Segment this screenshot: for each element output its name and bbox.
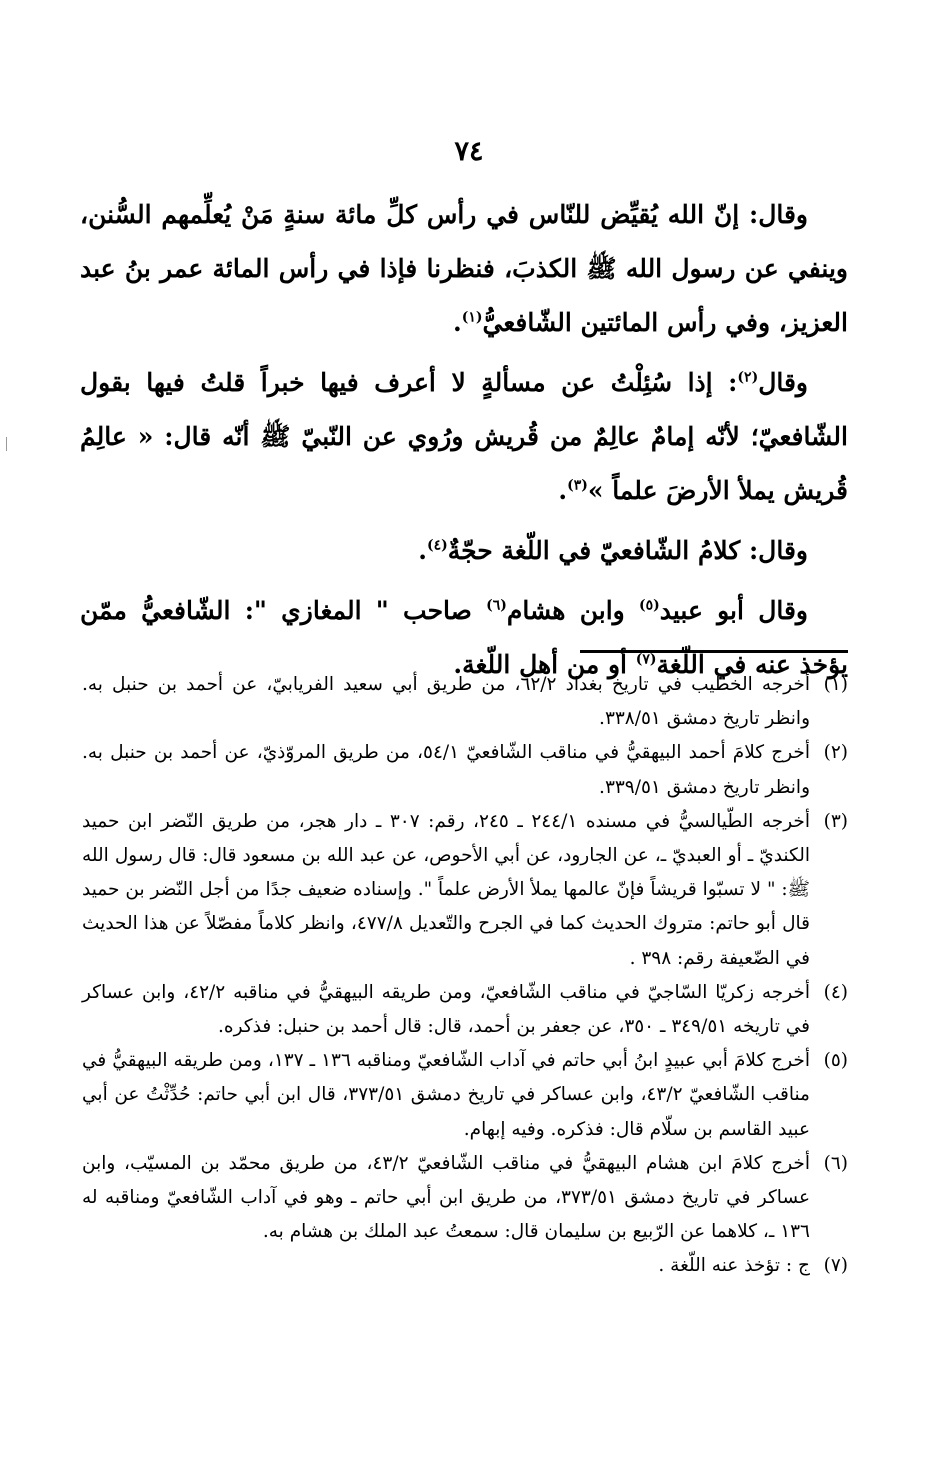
paragraph-1-text: وقال: إنّ الله يُقيِّض للنّاس في رأس كلِّ مائة سنةٍ مَنْ يُعلِّمهم السُّنن، وينفي عن رسول الله ﷺ الكذبَ، فنظرنا فإذا في رأس المائة عمر بنُ عبد العزيز، وفي رأس المائتين الشّافعيُّ: [80, 200, 848, 337]
paragraph-2: [80, 356, 848, 518]
footnote-number: (٧): [823, 1255, 848, 1277]
footnote-text: أخرجه الخطيب في تاريخ بغداد ٦٢/٢، من طريق أبي سعيد الفريابيّ، عن أحمد بن حنبل به. وانظر تاريخ دمشق ٣٣٨/٥١.: [82, 674, 810, 730]
footnote-number: (٢): [823, 742, 848, 764]
footnote-3: [82, 805, 848, 976]
footnote-ref-2[interactable]: (٢): [737, 369, 759, 386]
footnote-ref-3[interactable]: (٣): [567, 477, 588, 494]
paragraph-2-text-b: : إذا سُئِلْتُ عن مسألةٍ لا أعرف فيها خبراً قلتُ فيها بقول الشّافعيّ؛ لأنّه إمامٌ عالِمٌ من قُريش ورُوي عن النّبيّ ﷺ أنّه قال: « عالِمُ قُريش يملأ الأرضَ علماً »: [80, 368, 848, 505]
footnote-1: [82, 668, 848, 736]
paragraph-3-text: وقال: كلامُ الشّافعيّ في اللّغة حجّةٌ: [447, 536, 808, 565]
margin-mark: [6, 437, 7, 451]
paragraph-4-text-b: وابن هشام: [506, 596, 639, 625]
footnote-text: أخرج كلامَ أبي عبيدٍ ابنُ أبي حاتم في آداب الشّافعيّ ومناقبه ١٣٦ ـ ١٣٧، ومن طريقه البيهقيُّ في مناقب الشّافعيّ ٤٣/٢، وابن عساكر في تاريخ دمشق ٣٧٣/٥١، قال ابن أبي حاتم: حُدِّثْتُ عن أبي عبيد القاسم بن سلّام قال: فذكره. وفيه إبهام.: [82, 1050, 810, 1140]
footnote-ref-6[interactable]: (٦): [486, 597, 507, 614]
main-text: [80, 188, 848, 698]
paragraph-2-end: .: [558, 476, 568, 505]
footnote-text: ج : تؤخذ عنه اللّغة .: [658, 1255, 810, 1277]
footnote-number: (٣): [823, 810, 848, 832]
footnote-2: [82, 736, 848, 804]
paragraph-4-text-c: صاحب " المغازي ": الشّافعيُّ ممّن يؤخذ عنه في اللّغة: [80, 596, 848, 679]
paragraph-3: [80, 524, 848, 578]
footnote-ref-1[interactable]: (١): [461, 309, 483, 326]
footnote-6: [82, 1147, 848, 1250]
footnote-text: أخرج كلامَ ابن هشام البيهقيُّ في مناقب الشّافعيّ ٤٣/٢، من طريق محمّد بن المسيّب، وابن عساكر في تاريخ دمشق ٣٧٣/٥١، من طريق ابن أبي حاتم ـ وهو في آداب الشّافعيّ ومناقبه له ١٣٦ ـ، كلاهما عن الرّبيع بن سليمان قال: سمعتُ عبد الملك بن هشام به.: [82, 1152, 811, 1243]
footnote-text: أخرجه زكريّا السّاجيّ في مناقب الشّافعيّ، ومن طريقه البيهقيُّ في مناقبه ٤٢/٢، وابن عساكر في تاريخه ٣٤٩/٥١ ـ ٣٥٠، عن جعفر بن أحمد، قال: قال أحمد بن حنبل: فذكره.: [82, 981, 811, 1038]
footnote-number: (٥): [823, 1050, 848, 1072]
footnote-ref-5[interactable]: (٥): [638, 597, 660, 614]
paragraph-4-text-d: أو من أهل اللّغة.: [453, 650, 636, 679]
paragraph-4-text-a: وقال أبو عبيد: [659, 596, 808, 625]
footnote-number: (١): [823, 674, 848, 695]
paragraph-2-text-a: وقال: [758, 368, 808, 397]
page-number: ٧٤: [454, 136, 484, 167]
paragraph-1: [80, 188, 848, 350]
footnotes: [82, 668, 848, 1284]
footnote-5: [82, 1044, 848, 1147]
footnote-divider: [580, 650, 848, 653]
footnote-number: (٤): [823, 981, 848, 1003]
footnote-ref-4[interactable]: (٤): [426, 537, 448, 554]
footnote-4: [82, 976, 848, 1044]
footnote-7: [82, 1249, 848, 1283]
footnote-text: أخرج كلامَ أحمد البيهقيُّ في مناقب الشّافعيّ ٥٤/١، من طريق المروّذيّ، عن أحمد بن حنبل به. وانظر تاريخ دمشق ٣٣٩/٥١.: [82, 742, 810, 798]
footnote-text: أخرجه الطّيالسيُّ في مسنده ٢٤٤/١ ـ ٢٤٥، رقم: ٣٠٧ ـ دار هجر، من طريق النّضر ابن حميد الكنديّ ـ أو العبديّ ـ، عن الجارود، عن أبي الأحوص، عن عبد الله بن مسعود قال: قال رسول الله ﷺ: " لا تسبّوا قريشاً فإنّ عالمها يملأ الأرض علماً ". وإسناده ضعيف جدًا من أجل النّضر بن حميد قال أبو حاتم: متروك الحديث كما في الجرح والتّعديل ٤٧٧/٨، وانظر كلاماً مفصّلاً عن هذا الحديث في الضّعيفة رقم: ٣٩٨ .: [82, 810, 810, 969]
paragraph-3-end: .: [418, 536, 427, 565]
paragraph-1-end: .: [453, 308, 462, 337]
footnote-number: (٦): [823, 1152, 848, 1174]
footnote-ref-7[interactable]: (٧): [635, 651, 657, 668]
